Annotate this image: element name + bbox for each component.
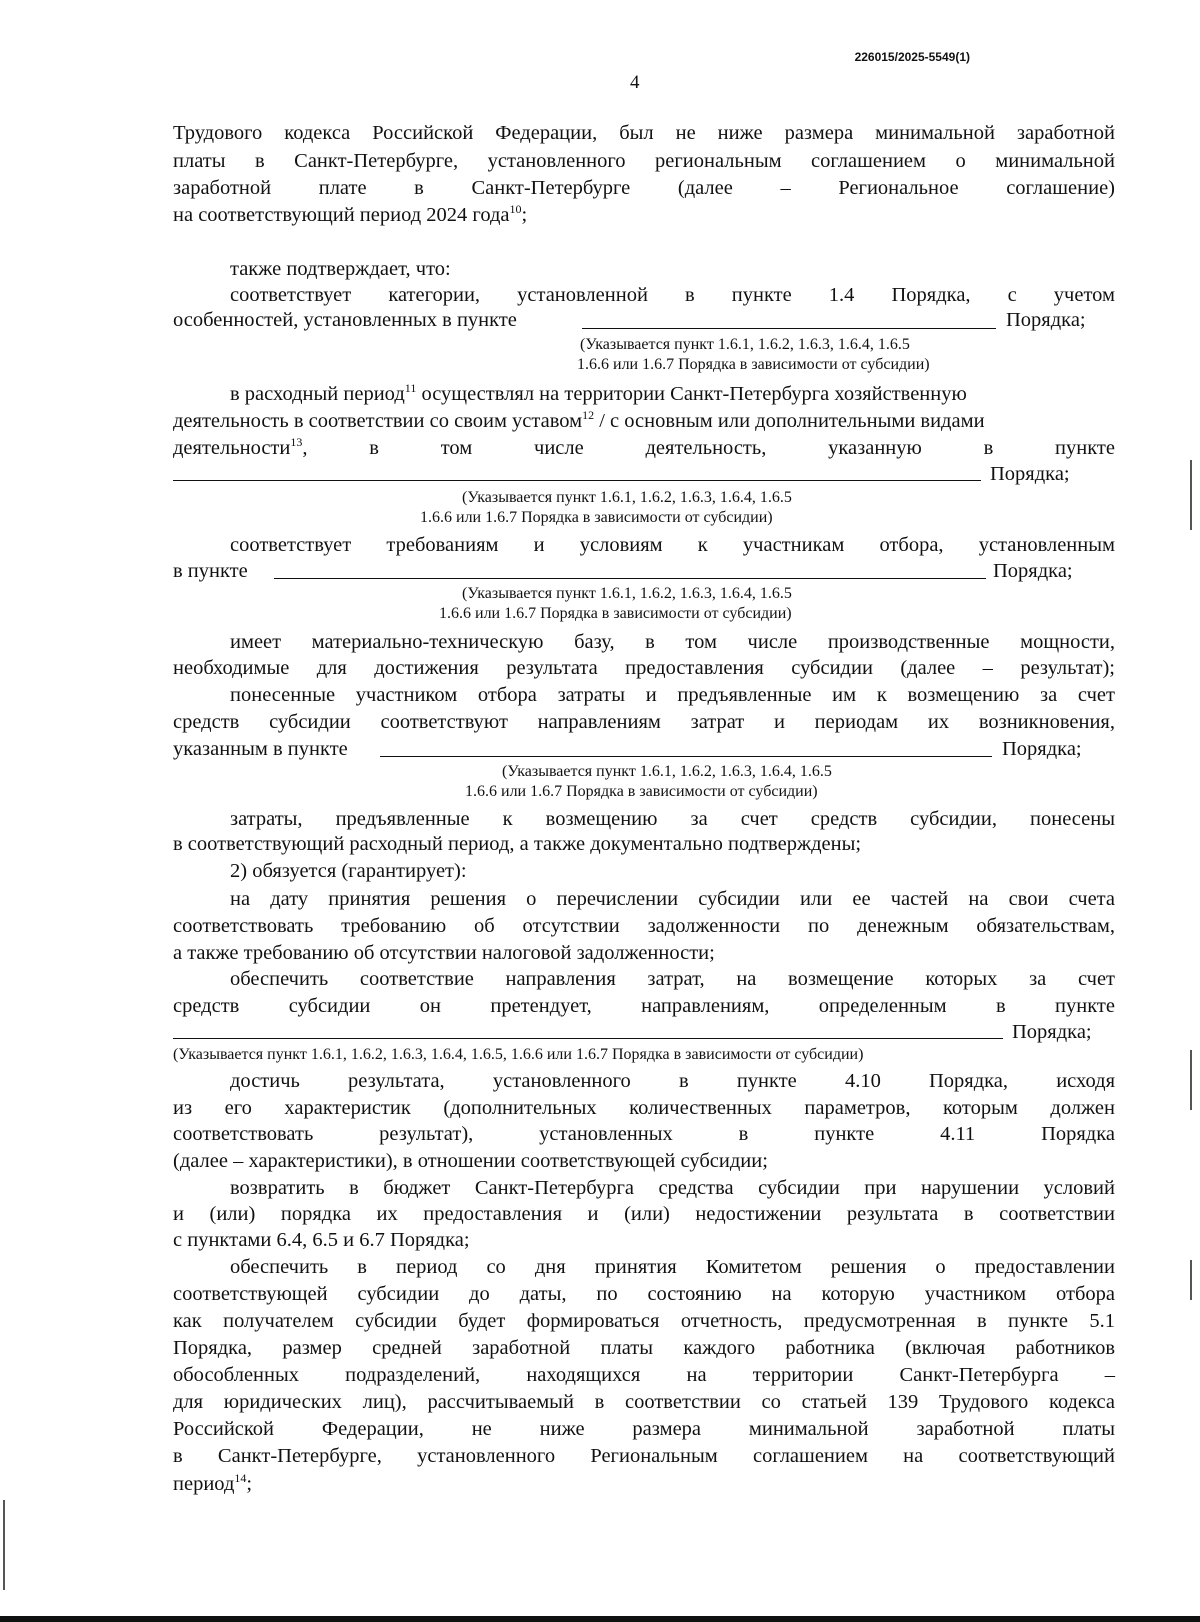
- paragraph-line: соответствует категории, установленной в пункте 1.4 Порядка, с учетом: [230, 284, 1115, 306]
- paragraph-line: особенностей, установленных в пункте: [173, 309, 517, 331]
- scan-edge-mark: [1190, 460, 1192, 530]
- paragraph-line: возвратить в бюджет Санкт-Петербурга средства субсидии при нарушении условий: [230, 1177, 1115, 1199]
- fill-in-blank: [582, 328, 996, 329]
- scan-edge-mark: [1190, 1260, 1192, 1300]
- paragraph-line: платы в Санкт-Петербурге, установленного региональным соглашением о минимальной: [173, 150, 1115, 172]
- paragraph-line: соответствовать требованию об отсутствии задолженности по денежным обязательствам,: [173, 915, 1115, 937]
- scan-bottom-bar: [0, 1616, 1200, 1622]
- paragraph-line: необходимые для достижения результата предоставления субсидии (далее – результат);: [173, 657, 1115, 679]
- paragraph-line: Порядка;: [1006, 309, 1086, 331]
- paragraph-line: для юридических лиц), рассчитываемый в соответствии со статьей 139 Трудового кодекса: [173, 1391, 1115, 1413]
- blank-hint: (Указывается пункт 1.6.1, 1.6.2, 1.6.3, 1.6.4, 1.6.5: [580, 336, 910, 353]
- paragraph-line: обеспечить в период со дня принятия Комитетом решения о предоставлении: [230, 1256, 1115, 1278]
- paragraph-line: Порядка, размер средней заработной платы каждого работника (включая работников: [173, 1337, 1115, 1359]
- fill-in-blank: [380, 756, 992, 757]
- paragraph-line: на дату принятия решения о перечислении субсидии или ее частей на свои счета: [230, 888, 1115, 910]
- page-number: 4: [630, 72, 640, 93]
- blank-hint: (Указывается пункт 1.6.1, 1.6.2, 1.6.3, 1.6.4, 1.6.5, 1.6.6 или 1.6.7 Порядка в зависимости от субсидии): [173, 1046, 864, 1063]
- paragraph-line: Порядка;: [1012, 1021, 1092, 1043]
- paragraph-line: из его характеристик (дополнительных количественных параметров, которым должен: [173, 1097, 1115, 1119]
- paragraph-line: и (или) порядка их предоставления и (или) недостижении результата в соответствии: [173, 1203, 1115, 1225]
- blank-hint: (Указывается пункт 1.6.1, 1.6.2, 1.6.3, 1.6.4, 1.6.5: [462, 489, 792, 506]
- blank-hint: (Указывается пункт 1.6.1, 1.6.2, 1.6.3, 1.6.4, 1.6.5: [462, 585, 792, 602]
- scan-edge-mark: [1190, 1050, 1192, 1110]
- paragraph-line: Трудового кодекса Российской Федерации, был не ниже размера минимальной заработной: [173, 122, 1115, 144]
- paragraph-line: Порядка;: [993, 560, 1073, 582]
- paragraph-line: заработной плате в Санкт-Петербурге (далее – Региональное соглашение): [173, 177, 1115, 199]
- blank-hint: 1.6.6 или 1.6.7 Порядка в зависимости от субсидии): [439, 605, 792, 622]
- list-item-heading: 2) обязуется (гарантирует):: [230, 860, 467, 882]
- paragraph-line: в пункте: [173, 560, 248, 582]
- paragraph-line: также подтверждает, что:: [230, 258, 451, 280]
- paragraph-line: средств субсидии он претендует, направлениям, определенным в пункте: [173, 995, 1115, 1017]
- paragraph-line: в соответствующий расходный период, а также документально подтверждены;: [173, 833, 862, 855]
- footnote-ref: 10: [509, 202, 522, 217]
- paragraph-line: понесенные участником отбора затраты и предъявленные им к возмещению за счет: [230, 684, 1115, 706]
- paragraph-line: в Санкт-Петербурге, установленного Региональным соглашением на соответствующий: [173, 1445, 1115, 1467]
- paragraph-line: Порядка;: [990, 463, 1070, 485]
- paragraph-line: как получателем субсидии будет формироваться отчетность, предусмотренная в пункте 5.1: [173, 1310, 1115, 1332]
- blank-hint: (Указывается пункт 1.6.1, 1.6.2, 1.6.3, 1.6.4, 1.6.5: [502, 763, 832, 780]
- paragraph-line: на соответствующий период 2024 года$^{10}$;: [173, 202, 528, 226]
- paragraph-line: деятельность в соответствии со своим уставом$^{12}$ / с основным или дополнительными видами: [173, 408, 985, 432]
- paragraph-line: указанным в пункте: [173, 738, 348, 760]
- paragraph-line: период$^{14}$;: [173, 1471, 253, 1495]
- paragraph-line: с пунктами 6.4, 6.5 и 6.7 Порядка;: [173, 1229, 470, 1251]
- blank-hint: 1.6.6 или 1.6.7 Порядка в зависимости от субсидии): [465, 783, 818, 800]
- scan-edge-mark: [3, 1500, 5, 1590]
- paragraph-line: обособленных подразделений, находящихся на территории Санкт-Петербурга –: [173, 1364, 1115, 1386]
- paragraph-line: достичь результата, установленного в пункте 4.10 Порядка, исходя: [230, 1070, 1115, 1092]
- paragraph-line: в расходный период$^{11}$ осуществлял на территории Санкт-Петербурга хозяйственную: [230, 381, 967, 405]
- paragraph-line: деятельности$^{13}$, в том числе деятельность, указанную в пункте: [173, 435, 1115, 459]
- paragraph-line: обеспечить соответствие направления затрат, на возмещение которых за счет: [230, 968, 1115, 990]
- paragraph-line: средств субсидии соответствуют направлениям затрат и периодам их возникновения,: [173, 711, 1115, 733]
- blank-hint: 1.6.6 или 1.6.7 Порядка в зависимости от субсидии): [420, 509, 773, 526]
- paragraph-line: соответствовать результат), установленных в пункте 4.11 Порядка: [173, 1123, 1115, 1145]
- paragraph-line: затраты, предъявленные к возмещению за счет средств субсидии, понесены: [230, 808, 1115, 830]
- fill-in-blank: [274, 578, 986, 579]
- fill-in-blank: [173, 480, 981, 481]
- paragraph-line: (далее – характеристики), в отношении соответствующей субсидии;: [173, 1150, 768, 1172]
- paragraph-line: Порядка;: [1002, 738, 1082, 760]
- paragraph-line: соответствующей субсидии до даты, по состоянию на которую участником отбора: [173, 1283, 1115, 1305]
- blank-hint: 1.6.6 или 1.6.7 Порядка в зависимости от субсидии): [577, 356, 930, 373]
- paragraph-line: имеет материально-техническую базу, в том числе производственные мощности,: [230, 631, 1115, 653]
- document-id: 226015/2025-5549(1): [854, 50, 970, 64]
- paragraph-line: а также требованию об отсутствии налоговой задолженности;: [173, 942, 715, 964]
- paragraph-line: Российской Федерации, не ниже размера минимальной заработной платы: [173, 1418, 1115, 1440]
- fill-in-blank: [173, 1038, 1003, 1039]
- paragraph-line: соответствует требованиям и условиям к участникам отбора, установленным: [230, 534, 1115, 556]
